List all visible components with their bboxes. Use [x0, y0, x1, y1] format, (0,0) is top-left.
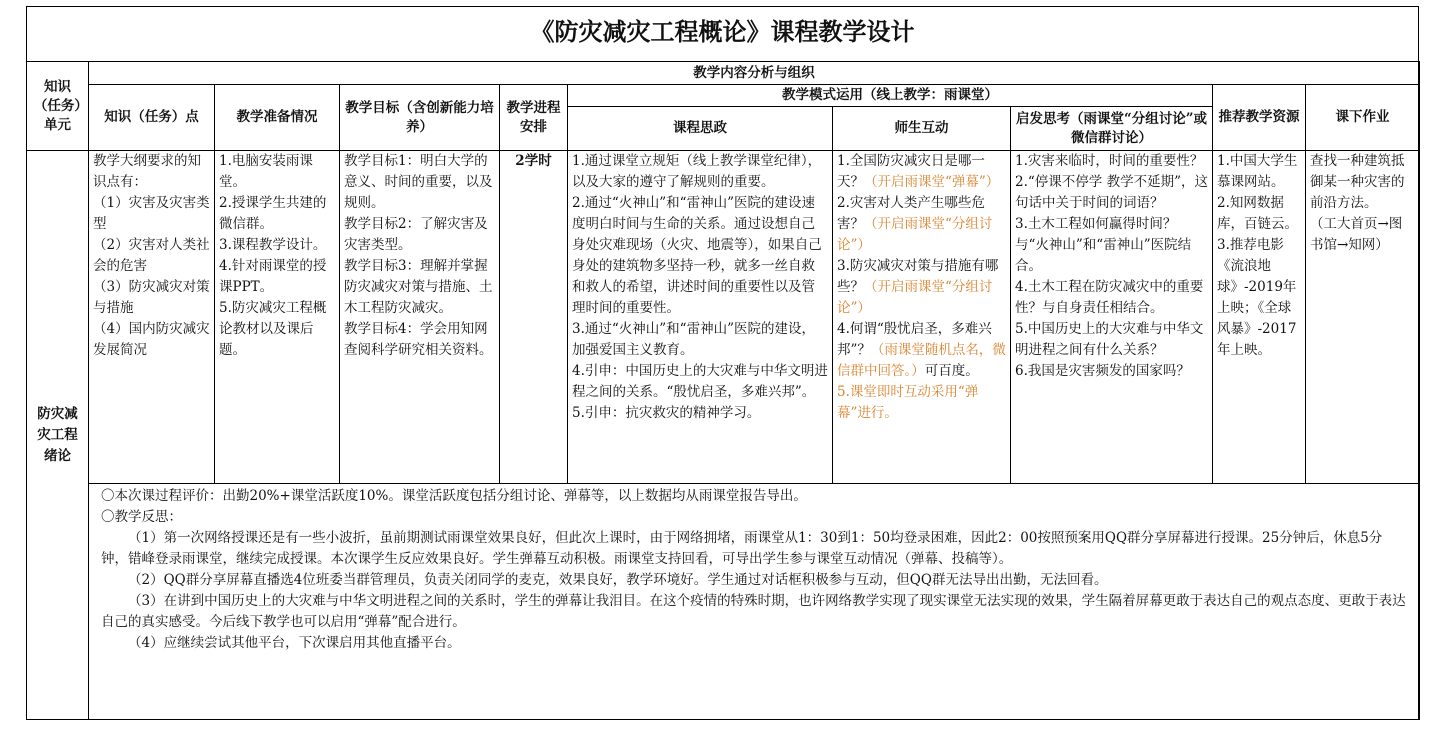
ideology-item: 1.通过课堂立规矩（线上教学课堂纪律），以及大家的遵守了解规则的重要。: [572, 153, 822, 190]
page-title: 《防灾减灾工程概论》课程教学设计: [530, 18, 915, 46]
header-inspiration: 启发思考（雨课堂“分组讨论”或微信群讨论）: [1011, 107, 1213, 151]
interaction-question: 2.灾害对人类产生哪些危害？: [837, 195, 985, 232]
interaction-question: 3.防灾减灾对策与措施有哪些？: [837, 258, 999, 295]
teaching-design-table: [26, 61, 1420, 720]
reflection-item: （3）在讲到中国历史上的大灾难与中华文明进程之间的关系时，学生的弹幕让我泪目。在这个疫情的特殊时期，也许网络教学实现了现实课堂无法实现的效果，学生隔着屏幕更敢于表达自己的观点态度、更敢于表达自己的真实感受。今后线下教学也可以启用“弹幕”配合进行。: [101, 593, 1406, 630]
header-homework: 课下作业: [1306, 85, 1420, 151]
interaction-note: 5.课堂即时互动采用“弹幕”进行。: [837, 384, 979, 421]
interaction-note: （开启雨课堂“分组讨论”）: [837, 216, 993, 253]
header-knowledge-point: 知识（任务）点: [89, 85, 215, 151]
header-interaction: 师生互动: [833, 107, 1011, 151]
header-mode: 教学模式运用（线上教学：雨课堂）: [568, 85, 1213, 107]
knowledge-point: （4）国内防灾减灾发展简况: [93, 321, 210, 358]
reflection-item: （2）QQ群分享屏幕直播选4位班委当群管理员，负责关闭同学的麦克，效果良好，教学环境好。学生通过对话框积极参与互动，但QQ群无法导出出勤，无法回看。: [128, 572, 1108, 588]
homework-item: （工大首页→图书馆→知网）: [1310, 216, 1403, 253]
inspiration-item: 1.灾害来临时，时间的重要性？: [1015, 153, 1204, 169]
header-resources: 推荐教学资源: [1213, 85, 1306, 151]
knowledge-point: （2）灾害对人类社会的危害: [93, 237, 210, 274]
inspiration-item: 5.中国历史上的大灾难与中华文明进程之间有什么关系？: [1015, 321, 1204, 358]
header-goals: 教学目标（含创新能力培养）: [340, 85, 500, 151]
resources-cell: [1213, 151, 1306, 484]
preparation-item: 2.授课学生共建的微信群。: [219, 195, 327, 232]
ideology-cell: [568, 151, 833, 484]
evaluation-text: 〇本次课过程评价：出勤20%+课堂活跃度10%。课堂活跃度包括分组讨论、弹幕等，以上数据均从雨课堂报告导出。: [101, 488, 807, 504]
ideology-item: 3.通过“火神山”和“雷神山”医院的建设，加强爱国主义教育。: [572, 321, 815, 358]
goal-item: 教学目标2：了解灾害及灾害类型。: [344, 216, 488, 253]
header-content-analysis: 教学内容分析与组织: [89, 62, 1420, 85]
resource-item: 2.知网数据库，百链云。: [1217, 195, 1298, 232]
interaction-note: （雨课堂随机点名，微信群中回答。）: [837, 342, 1006, 379]
interaction-tail: 可百度。: [924, 363, 979, 379]
homework-item: 查找一种建筑抵御某一种灾害的前沿方法。: [1310, 153, 1405, 211]
header-schedule: 教学进程安排: [500, 85, 568, 151]
interaction-question: 4.何谓“殷忧启圣，多难兴邦”？: [837, 321, 992, 358]
goal-item: 教学目标1：明白大学的意义、时间的重要，以及规则。: [344, 153, 493, 211]
interaction-question: 1.全国防灾减灾日是哪一天？: [837, 153, 985, 190]
goal-item: 教学目标3：理解并掌握防灾减灾对策与措施、土木工程防灾减灾。: [344, 258, 493, 316]
knowledge-points-cell: [89, 151, 215, 484]
interaction-note: （开启雨课堂“分组讨论”）: [837, 279, 993, 316]
header-unit: 知识（任务）单元: [27, 62, 89, 151]
reflection-item: （1）第一次网络授课还是有一些小波折，虽前期测试雨课堂效果良好，但此次上课时，由于网络拥堵，雨课堂从1：30到1：50均登录困难，因此2：00按照预案用QQ群分享屏幕进行授课。25分钟后，休息5分钟，错峰登录雨课堂，继续完成授课。本次课学生反应效果良好。学生弹幕互动积极。雨课堂支持回看，可导出学生参与课堂互动情况（弹幕、投稿等）。: [101, 530, 1383, 567]
knowledge-point: 教学大纲要求的知识点有：: [93, 153, 201, 190]
interaction-note: （开启雨课堂“弹幕”）: [864, 174, 1000, 190]
homework-cell: [1306, 151, 1420, 484]
inspiration-item: 6.我国是灾害频发的国家吗？: [1015, 363, 1190, 379]
preparation-item: 5.防灾减灾工程概论教材以及课后题。: [219, 300, 327, 358]
unit-name: 防灾减灾工程绪论: [27, 151, 89, 720]
preparation-item: 1.电脑安装雨课堂。: [219, 153, 313, 190]
ideology-item: 4.引申：中国历史上的大灾难与中华文明进程之间的关系。“殷忧启圣，多难兴邦”。: [572, 363, 828, 400]
inspiration-item: 3.土木工程如何赢得时间？与“火神山”和“雷神山”医院结合。: [1015, 216, 1192, 274]
preparation-item: 4.针对雨课堂的授课PPT。: [219, 258, 327, 295]
reflection-item: （4）应继续尝试其他平台，下次课启用其他直播平台。: [128, 635, 461, 651]
reflection-title: 〇教学反思：: [101, 509, 182, 525]
header-preparation: 教学准备情况: [215, 85, 340, 151]
preparation-item: 3.课程教学设计。: [219, 237, 327, 253]
inspiration-item: 2.“停课不停学 教学不延期”，这句话中关于时间的词语？: [1015, 174, 1208, 211]
inspiration-cell: [1011, 151, 1213, 484]
evaluation-reflection-cell: [89, 484, 1420, 720]
ideology-item: 5.引申：抗灾救灾的精神学习。: [572, 405, 761, 421]
interaction-cell: [833, 151, 1011, 484]
preparation-cell: [215, 151, 340, 484]
knowledge-point: （3）防灾减灾对策与措施: [93, 279, 210, 316]
inspiration-item: 4.土木工程在防灾减灾中的重要性？与自身责任相结合。: [1015, 279, 1204, 316]
knowledge-point: （1）灾害及灾害类型: [93, 195, 210, 232]
header-ideology: 课程思政: [568, 107, 833, 151]
schedule-cell: 2学时: [500, 151, 568, 484]
resource-item: 1.中国大学生慕课网站。: [1217, 153, 1298, 190]
goal-item: 教学目标4：学会用知网查阅科学研究相关资料。: [344, 321, 493, 358]
goals-cell: [340, 151, 500, 484]
resource-item: 3.推荐电影《流浪地球》-2019年上映；《全球风暴》-2017年上映。: [1217, 237, 1297, 358]
ideology-item: 2.通过“火神山”和“雷神山”医院的建设速度明白时间与生命的关系。通过设想自己身处灾难现场（火灾、地震等），如果自己身处的建筑物多坚持一秒，就多一丝自救和救人的希望，讲述时间的重要性以及管理时间的重要性。: [572, 195, 822, 316]
